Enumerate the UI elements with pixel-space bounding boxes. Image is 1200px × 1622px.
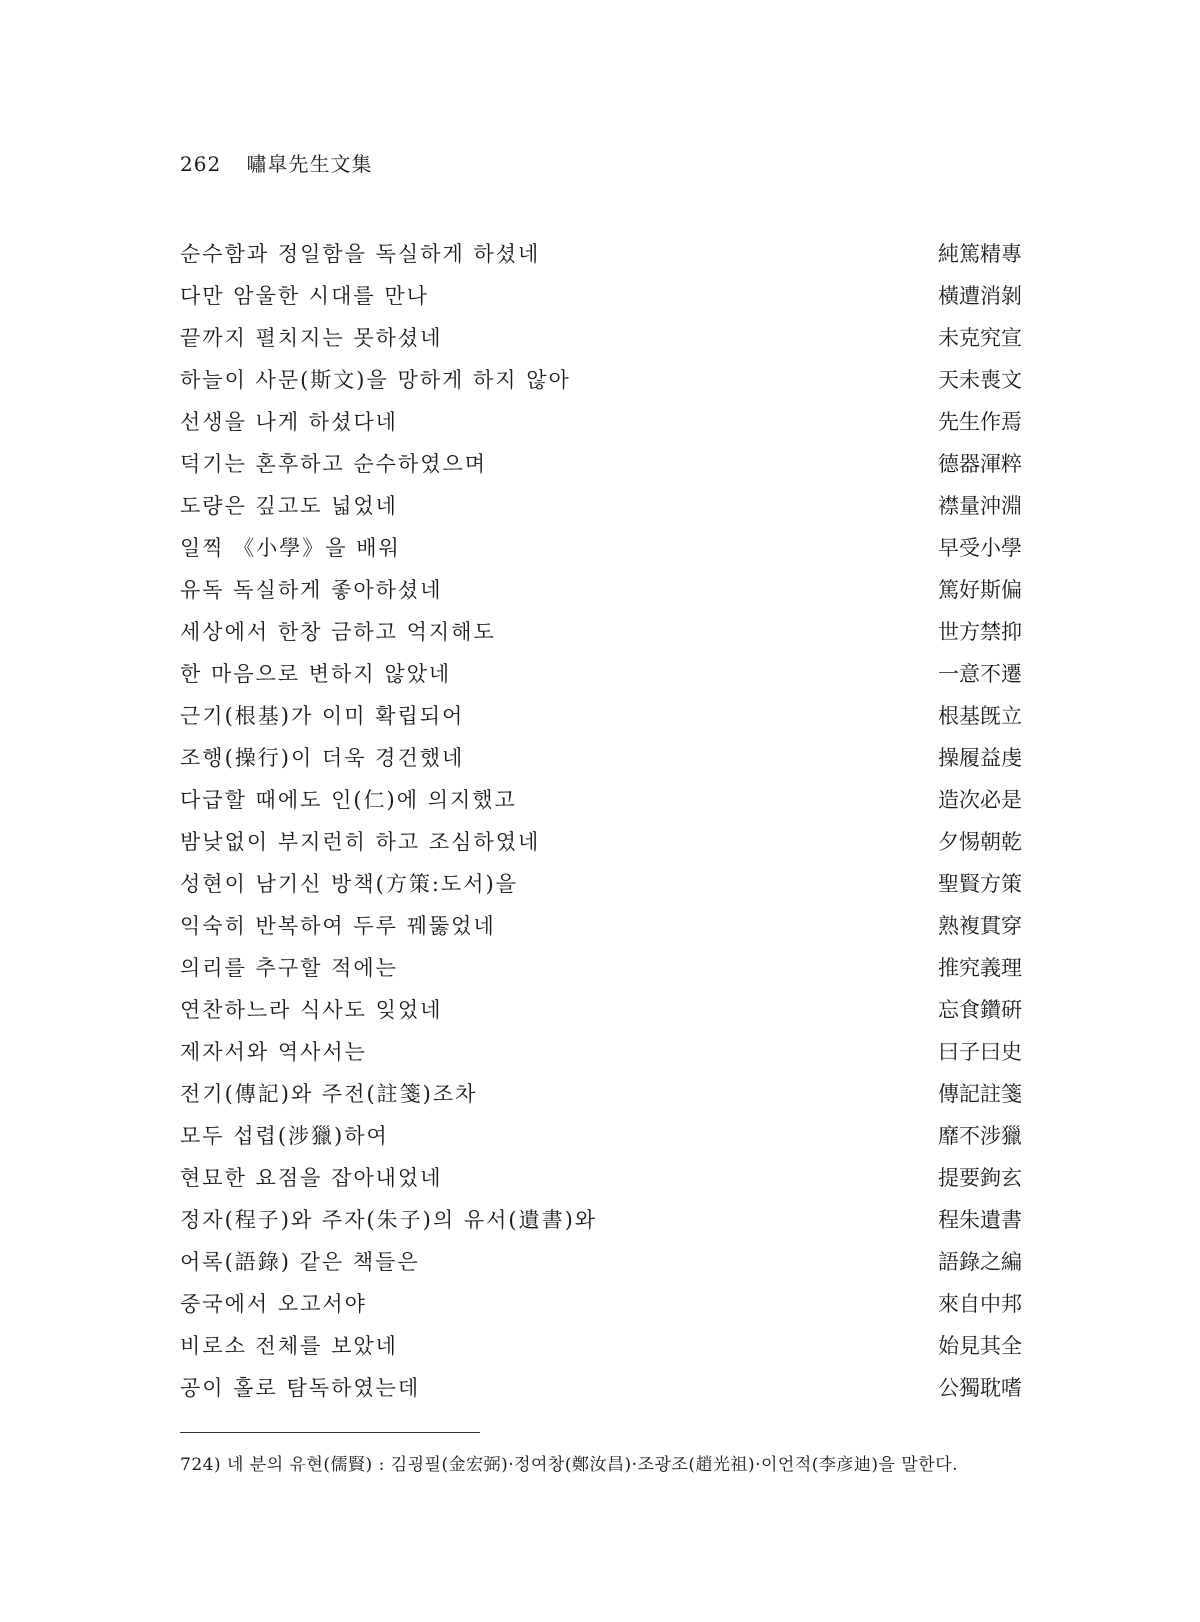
verse-line [180,316,1022,358]
verse-korean: 성현이 남기신 방책(方策:도서)을 [180,872,518,896]
verse-hanja: 純篤精專 [938,242,1022,266]
verse-line [180,400,1022,442]
verse-line [180,778,1022,820]
verse-hanja: 推究義理 [938,956,1022,980]
verse-korean: 다만 암울한 시대를 만나 [180,284,429,308]
verse-korean: 연찬하느라 식사도 잊었네 [180,998,443,1022]
verse-line [180,1366,1022,1408]
verse-korean: 조행(操行)이 더욱 경건했네 [180,746,465,770]
verse-korean: 선생을 나게 하셨다네 [180,410,398,434]
verse-korean: 밤낮없이 부지런히 하고 조심하였네 [180,830,541,854]
verse-line [180,1072,1022,1114]
verse-hanja: 未克究宣 [938,326,1022,350]
verse-line [180,274,1022,316]
footnote: 724) 네 분의 유현(儒賢) : 김굉필(金宏弼)·정여창(鄭汝昌)·조광조(趙光祖)·이언적(李彦迪)을 말한다. [180,1455,959,1475]
verse-korean: 일찍 《小學》을 배워 [180,536,401,560]
verse-korean: 유독 독실하게 좋아하셨네 [180,578,443,602]
verse-line [180,988,1022,1030]
verse-korean: 근기(根基)가 이미 확립되어 [180,704,465,728]
verse-hanja: 靡不涉獵 [938,1124,1022,1148]
verse-line [180,442,1022,484]
verse-line [180,1282,1022,1324]
verse-hanja: 根基旣立 [938,704,1022,728]
verse-korean: 하늘이 사문(斯文)을 망하게 하지 않아 [180,368,571,392]
verse-hanja: 傳記註箋 [938,1082,1022,1106]
verse-line [180,652,1022,694]
verse-hanja: 一意不遷 [938,662,1022,686]
verse-korean: 비로소 전체를 보았네 [180,1334,398,1358]
verse-korean: 의리를 추구할 적에는 [180,956,398,980]
verse-line [180,568,1022,610]
verse-korean: 정자(程子)와 주자(朱子)의 유서(遺書)와 [180,1208,598,1232]
verse-hanja: 忘食鑽硏 [938,998,1022,1022]
verse-line [180,1198,1022,1240]
verse-hanja: 篤好斯偏 [938,578,1022,602]
verse-hanja: 來自中邦 [938,1292,1022,1316]
verse-line [180,1324,1022,1366]
page-number: 262 [180,152,222,176]
verse-korean: 끝까지 펼치지는 못하셨네 [180,326,443,350]
verse-hanja: 公獨耽嗜 [938,1376,1022,1400]
verse-hanja: 聖賢方策 [938,872,1022,896]
verse-line [180,946,1022,988]
book-title: 嘯皐先生文集 [246,152,373,176]
verse-hanja: 襟量沖淵 [938,494,1022,518]
verse-hanja: 曰子曰史 [938,1040,1022,1064]
verse-hanja: 始見其全 [938,1334,1022,1358]
verse-hanja: 提要鉤玄 [938,1166,1022,1190]
verse-line [180,862,1022,904]
verse-korean: 익숙히 반복하여 두루 꿰뚫었네 [180,914,496,938]
verse-korean: 전기(傳記)와 주전(註箋)조차 [180,1082,478,1106]
verse-line [180,484,1022,526]
verse-korean: 어록(語錄) 같은 책들은 [180,1250,420,1274]
verse-line [180,1030,1022,1072]
verse-list [180,232,1022,1408]
verse-hanja: 語錄之編 [938,1250,1022,1274]
verse-korean: 순수함과 정일함을 독실하게 하셨네 [180,242,541,266]
footnote-divider [180,1432,480,1433]
verse-korean: 모두 섭렵(涉獵)하여 [180,1124,389,1148]
verse-hanja: 早受小學 [938,536,1022,560]
verse-line [180,232,1022,274]
verse-line [180,610,1022,652]
verse-hanja: 橫遭消剝 [938,284,1022,308]
verse-korean: 세상에서 한창 금하고 억지해도 [180,620,496,644]
verse-line [180,1156,1022,1198]
verse-line [180,736,1022,778]
verse-hanja: 操履益虔 [938,746,1022,770]
verse-line [180,526,1022,568]
verse-korean: 도량은 깊고도 넓었네 [180,494,398,518]
verse-korean: 제자서와 역사서는 [180,1040,367,1064]
verse-line [180,1114,1022,1156]
verse-korean: 덕기는 혼후하고 순수하였으며 [180,452,488,476]
verse-line [180,904,1022,946]
verse-hanja: 熟複貫穿 [938,914,1022,938]
verse-line [180,694,1022,736]
verse-korean: 현묘한 요점을 잡아내었네 [180,1166,443,1190]
verse-hanja: 程朱遺書 [938,1208,1022,1232]
verse-line [180,358,1022,400]
verse-hanja: 造次必是 [938,788,1022,812]
verse-hanja: 世方禁抑 [938,620,1022,644]
verse-korean: 공이 홀로 탐독하였는데 [180,1376,421,1400]
verse-line [180,820,1022,862]
verse-hanja: 天未喪文 [938,368,1022,392]
verse-hanja: 德器渾粹 [938,452,1022,476]
verse-line [180,1240,1022,1282]
verse-hanja: 夕惕朝乾 [938,830,1022,854]
verse-hanja: 先生作焉 [938,410,1022,434]
verse-korean: 다급할 때에도 인(仁)에 의지했고 [180,788,517,812]
verse-korean: 한 마음으로 변하지 않았네 [180,662,452,686]
running-head [180,148,373,177]
verse-korean: 중국에서 오고서야 [180,1292,367,1316]
